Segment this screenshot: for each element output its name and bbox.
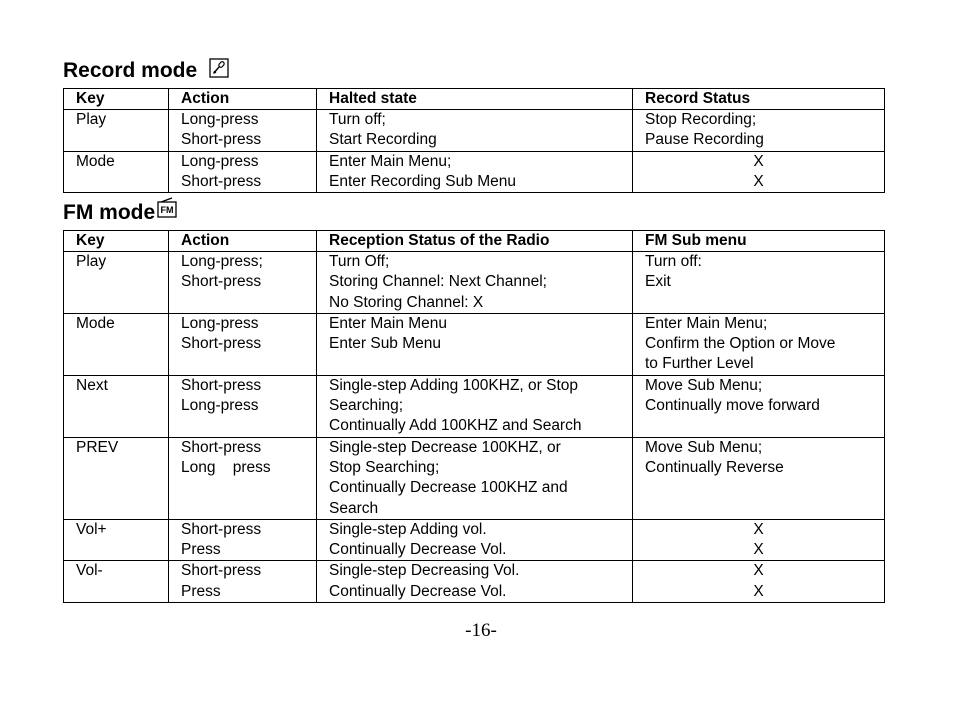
sub-line: to Further Level bbox=[645, 355, 754, 373]
key-cell: Mode bbox=[64, 151, 169, 193]
header-action: Action bbox=[169, 231, 317, 252]
key-cell: Vol+ bbox=[64, 519, 169, 561]
sub-line: X bbox=[753, 582, 764, 600]
action-cell bbox=[169, 313, 317, 375]
action-line: Short-press bbox=[181, 131, 262, 149]
key-cell: PREV bbox=[64, 437, 169, 519]
status-line: X bbox=[753, 152, 764, 170]
fm-icon-label: FM bbox=[160, 204, 174, 215]
action-line: Long press bbox=[181, 458, 271, 476]
state-line: Enter Main Menu; bbox=[329, 152, 452, 170]
state-cell bbox=[317, 437, 633, 519]
sub-line: Enter Main Menu; bbox=[645, 314, 768, 332]
state-line: Single-step Adding 100KHZ, or Stop bbox=[329, 376, 579, 394]
state-cell bbox=[317, 313, 633, 375]
action-line: Long-press bbox=[181, 314, 259, 332]
sub-line: Exit bbox=[645, 273, 671, 291]
header-key: Key bbox=[64, 89, 169, 110]
sub-line: Move Sub Menu; bbox=[645, 376, 763, 394]
key-cell: Next bbox=[64, 375, 169, 437]
header-record-status: Record Status bbox=[633, 89, 885, 110]
state-line: Turn off; bbox=[329, 111, 386, 128]
action-line: Short-press bbox=[181, 520, 262, 538]
record-mode-title: Record mode bbox=[63, 59, 198, 82]
table-row bbox=[64, 252, 885, 314]
state-line: Continually Decrease Vol. bbox=[329, 582, 507, 600]
state-line: Enter Main Menu bbox=[329, 314, 448, 332]
action-line: Short-press bbox=[181, 335, 262, 353]
table-row bbox=[64, 519, 885, 561]
action-line: Short-press bbox=[181, 376, 262, 394]
action-line: Short-press bbox=[181, 438, 262, 456]
action-cell bbox=[169, 437, 317, 519]
table-row bbox=[64, 110, 885, 152]
state-line: Storing Channel: Next Channel; bbox=[329, 273, 547, 291]
record-mode-heading bbox=[63, 58, 229, 84]
state-cell bbox=[317, 110, 633, 152]
action-line: Press bbox=[181, 541, 221, 559]
action-cell bbox=[169, 252, 317, 314]
action-cell bbox=[169, 151, 317, 193]
header-halted-state: Halted state bbox=[317, 89, 633, 110]
state-line: Stop Searching; bbox=[329, 458, 440, 476]
action-line: Long-press bbox=[181, 111, 259, 128]
state-line: Continually Decrease 100KHZ and bbox=[329, 479, 568, 497]
state-line: Single-step Decrease 100KHZ, or bbox=[329, 438, 561, 456]
action-line: Short-press bbox=[181, 273, 262, 291]
record-mode-table bbox=[63, 88, 885, 193]
sub-line: X bbox=[753, 541, 764, 559]
action-line: Short-press bbox=[181, 562, 262, 580]
table-row bbox=[64, 375, 885, 437]
sub-line: Move Sub Menu; bbox=[645, 438, 763, 456]
state-line: No Storing Channel: X bbox=[329, 293, 484, 311]
table-row bbox=[64, 561, 885, 603]
sub-line: X bbox=[753, 520, 764, 538]
fm-mode-table bbox=[63, 230, 885, 603]
table-header-row bbox=[64, 231, 885, 252]
table-row bbox=[64, 313, 885, 375]
sub-cell bbox=[633, 437, 885, 519]
sub-cell bbox=[633, 561, 885, 603]
page-number: -16- bbox=[465, 620, 497, 641]
state-cell bbox=[317, 561, 633, 603]
state-line: Enter Sub Menu bbox=[329, 335, 442, 353]
fm-radio-icon bbox=[157, 197, 177, 224]
sub-cell bbox=[633, 313, 885, 375]
sub-cell bbox=[633, 519, 885, 561]
key-cell: Play bbox=[64, 110, 169, 152]
status-cell bbox=[633, 151, 885, 193]
microphone-icon bbox=[209, 58, 229, 84]
action-line: Long-press; bbox=[181, 253, 263, 270]
status-line: Stop Recording; bbox=[645, 111, 757, 128]
state-line: Continually Decrease Vol. bbox=[329, 541, 507, 559]
key-cell: Play bbox=[64, 252, 169, 314]
status-line: X bbox=[753, 172, 764, 190]
state-cell bbox=[317, 519, 633, 561]
action-cell bbox=[169, 110, 317, 152]
table-row bbox=[64, 437, 885, 519]
header-key: Key bbox=[64, 231, 169, 252]
action-line: Long-press bbox=[181, 152, 259, 170]
state-line: Searching; bbox=[329, 397, 404, 415]
sub-line: X bbox=[753, 562, 764, 580]
sub-cell bbox=[633, 375, 885, 437]
state-cell bbox=[317, 252, 633, 314]
status-cell bbox=[633, 110, 885, 152]
header-fm-sub-menu: FM Sub menu bbox=[633, 231, 885, 252]
table-header-row bbox=[64, 89, 885, 110]
action-line: Long-press bbox=[181, 397, 259, 415]
sub-line: Confirm the Option or Move bbox=[645, 335, 836, 353]
state-line: Enter Recording Sub Menu bbox=[329, 172, 516, 190]
fm-mode-heading bbox=[63, 201, 177, 225]
sub-cell bbox=[633, 252, 885, 314]
action-line: Short-press bbox=[181, 172, 262, 190]
sub-line: Continually Reverse bbox=[645, 458, 784, 476]
sub-line: Turn off: bbox=[645, 253, 702, 270]
header-reception-status: Reception Status of the Radio bbox=[317, 231, 633, 252]
action-cell bbox=[169, 375, 317, 437]
action-cell bbox=[169, 519, 317, 561]
state-line: Single-step Decreasing Vol. bbox=[329, 562, 520, 580]
key-cell: Mode bbox=[64, 313, 169, 375]
action-line: Press bbox=[181, 582, 221, 600]
state-line: Single-step Adding vol. bbox=[329, 520, 487, 538]
state-line: Search bbox=[329, 499, 379, 517]
state-line: Start Recording bbox=[329, 131, 437, 149]
action-cell bbox=[169, 561, 317, 603]
state-cell bbox=[317, 375, 633, 437]
state-line: Turn Off; bbox=[329, 253, 390, 270]
fm-mode-title: FM mode bbox=[63, 201, 156, 224]
status-line: Pause Recording bbox=[645, 131, 764, 149]
sub-line: Continually move forward bbox=[645, 397, 820, 415]
state-cell bbox=[317, 151, 633, 193]
table-row bbox=[64, 151, 885, 193]
header-action: Action bbox=[169, 89, 317, 110]
key-cell: Vol- bbox=[64, 561, 169, 603]
state-line: Continually Add 100KHZ and Search bbox=[329, 417, 582, 435]
